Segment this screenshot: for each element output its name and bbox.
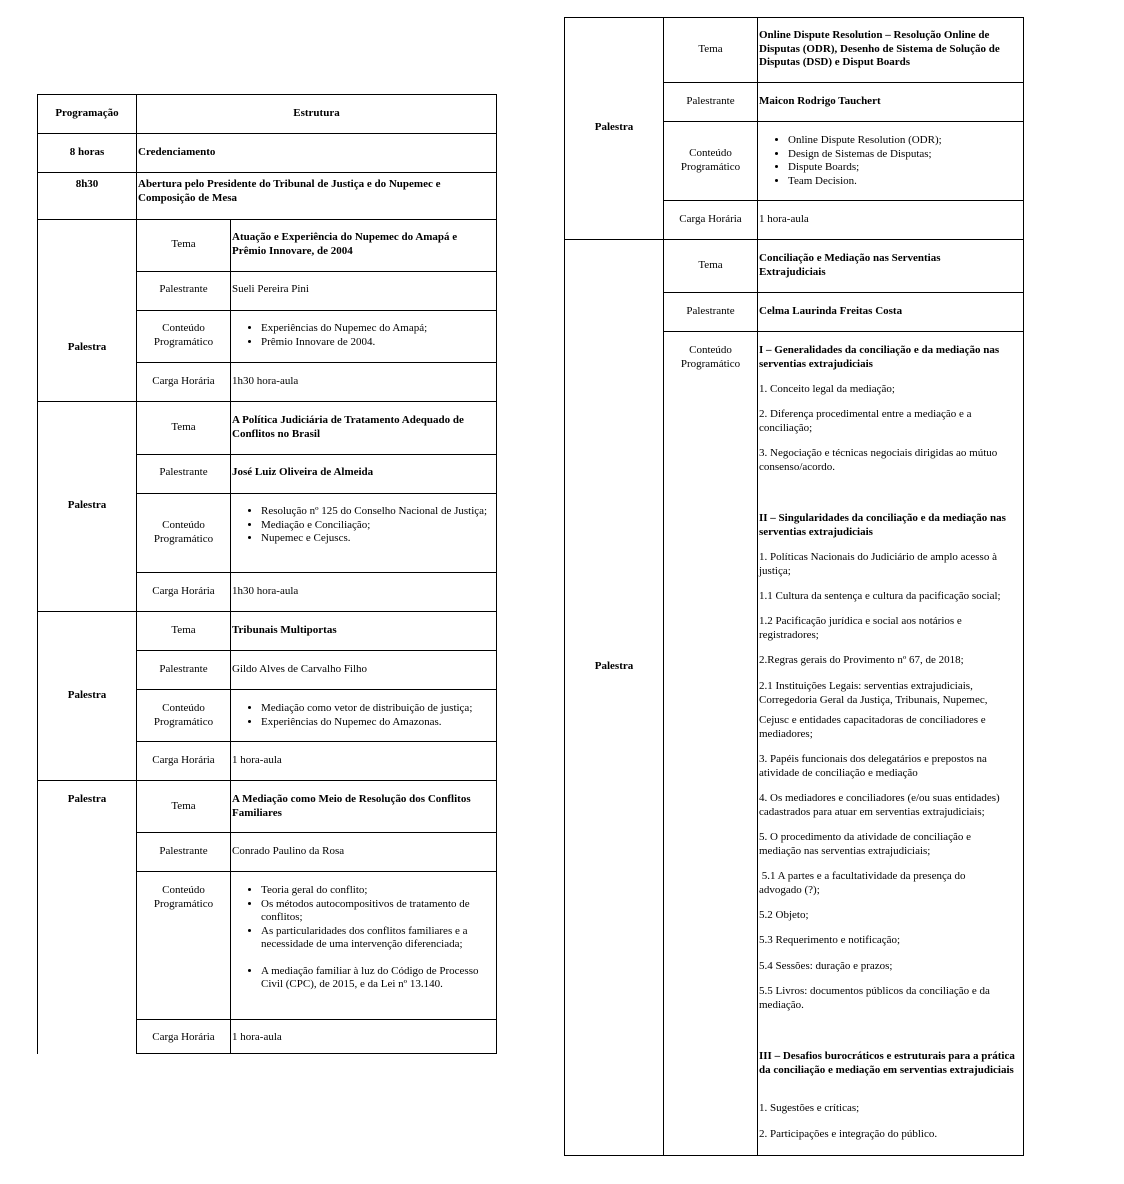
list-item: 5.5 Livros: documentos públicos da conciliação e da mediação. <box>759 985 990 1011</box>
list-item: • Mediação como vetor de distribuição de justiça; <box>261 702 495 716</box>
list-item: • Dispute Boards; <box>788 161 1020 175</box>
list-item: 2. Diferença procedimental entre a mediação e a conciliação; <box>759 408 972 434</box>
list-item: • A mediação familiar à luz do Código de Processo Civil (CPC), de 2015, e da Lei nº 13.140. <box>261 965 495 992</box>
table-line <box>37 94 38 1054</box>
list-item: 5.4 Sessões: duração e prazos; <box>759 960 893 972</box>
list-item: • Os métodos autocompositivos de tratamento de conflitos; <box>261 898 495 925</box>
table-line <box>136 650 497 651</box>
list-item: 4. Os mediadores e conciliadores (e/ou suas entidades) cadastrados para atuar em serventias extrajudiciais; <box>759 792 1000 818</box>
table-line <box>37 133 497 134</box>
list-item: 5.1 A partes e a facultatividade da presença do advogado (?); <box>759 870 969 896</box>
conteudo-list <box>231 702 495 729</box>
table-line <box>564 239 1024 240</box>
section-heading: II – Singularidades da conciliação e da mediação nas serventias extrajudiciais <box>759 512 1006 538</box>
table-line <box>37 94 497 95</box>
list-item: • Teoria geral do conflito; <box>261 884 495 898</box>
palestrante-label: Palestrante <box>686 305 735 317</box>
conteudo-list <box>758 134 1020 188</box>
carga-label: Carga Horária <box>152 375 215 387</box>
table-line <box>1023 17 1024 1156</box>
carga-value: 1h30 hora-aula <box>232 375 299 387</box>
list-item: 5. O procedimento da atividade de conciliação e mediação nas serventias extrajudiciais; <box>759 831 971 857</box>
carga-label: Carga Horária <box>679 213 742 225</box>
table-line <box>663 200 1024 201</box>
list-item: 5.3 Requerimento e notificação; <box>759 934 901 946</box>
tema-label: Tema <box>171 800 196 812</box>
tema-text: Conciliação e Mediação nas Serventias Extrajudiciais <box>759 252 941 278</box>
credenciamento: Credenciamento <box>138 146 216 158</box>
list-item: • Online Dispute Resolution (ODR); <box>788 134 1020 148</box>
table-line <box>37 611 497 612</box>
table-line <box>564 17 565 1156</box>
list-item: • As particularidades dos conflitos familiares e a necessidade de uma intervenção diferenciada; <box>261 925 495 952</box>
carga-value: 1 hora-aula <box>232 1031 282 1043</box>
palestrante-name: Celma Laurinda Freitas Costa <box>759 305 903 317</box>
carga-value: 1 hora-aula <box>759 213 809 225</box>
palestra-label: Palestra <box>594 660 634 672</box>
table-line <box>136 493 497 494</box>
table-line <box>136 871 497 872</box>
table-line <box>136 454 497 455</box>
conteudo-list <box>231 322 493 349</box>
palestrante-label: Palestrante <box>159 845 208 857</box>
palestrante-name: Sueli Pereira Pini <box>232 283 309 295</box>
palestrante-label: Palestrante <box>686 95 735 107</box>
table-line <box>136 1053 497 1054</box>
list-item: • Resolução nº 125 do Conselho Nacional de Justiça; <box>261 505 493 519</box>
table-line <box>37 401 497 402</box>
tema-text: Online Dispute Resolution – Resolução Online de Disputas (ODR), Desenho de Sistema de Solução de Disputas (DSD) e Disput Boards <box>759 29 1000 68</box>
table-line <box>496 94 497 1054</box>
palestra-label: Palestra <box>67 793 107 805</box>
table-line <box>136 689 497 690</box>
palestrante-name: Maicon Rodrigo Tauchert <box>759 95 881 107</box>
conteudo-label: Conteúdo Programático <box>680 344 741 370</box>
conteudo-label: Conteúdo Programático <box>153 519 214 545</box>
list-item: • Experiências do Nupemec do Amapá; <box>261 322 493 336</box>
tema-text: A Mediação como Meio de Resolução dos Conflitos Familiares <box>232 793 471 819</box>
list-item: 1.1 Cultura da sentença e cultura da pacificação social; <box>759 590 1001 602</box>
list-item: 5.2 Objeto; <box>759 909 809 921</box>
carga-label: Carga Horária <box>152 585 215 597</box>
conteudo-label: Conteúdo Programático <box>153 322 214 348</box>
time-8h30: 8h30 <box>75 178 99 190</box>
carga-label: Carga Horária <box>152 1031 215 1043</box>
tema-label: Tema <box>698 43 723 55</box>
conteudo-list <box>231 884 495 992</box>
abertura: Abertura pelo Presidente do Tribunal de Justiça e do Nupemec e Composição de Mesa <box>138 178 441 204</box>
table-line <box>37 219 497 220</box>
table-line <box>37 172 497 173</box>
palestra-label: Palestra <box>67 499 107 511</box>
section-heading: III – Desafios burocráticos e estruturais para a prática da conciliação e mediação em serventias extrajudiciais <box>759 1050 1015 1076</box>
conteudo-label: Conteúdo Programático <box>153 702 214 728</box>
list-item: 3. Papéis funcionais dos delegatários e prepostos na atividade de conciliação e mediação <box>759 753 987 779</box>
tema-text: A Política Judiciária de Tratamento Adequado de Conflitos no Brasil <box>232 414 464 440</box>
tema-label: Tema <box>698 259 723 271</box>
conteudo-label: Conteúdo Programático <box>680 147 741 173</box>
header-programacao: Programação <box>55 107 119 119</box>
table-line <box>663 17 664 1156</box>
tema-label: Tema <box>171 238 196 250</box>
time-8h: 8 horas <box>69 146 105 158</box>
table-line <box>663 292 1024 293</box>
list-item: Cejusc e entidades capacitadoras de conciliadores e mediadores; <box>759 714 986 740</box>
list-item: 3. Negociação e técnicas negociais dirigidas ao mútuo consenso/acordo. <box>759 447 998 473</box>
list-item: 2.1 Instituições Legais: serventias extrajudiciais, Corregedoria Geral da Justiça, Tribunais, Nupemec, <box>759 680 988 706</box>
tema-label: Tema <box>171 421 196 433</box>
palestra-label: Palestra <box>67 341 107 353</box>
table-line <box>136 310 497 311</box>
table-line <box>564 17 1024 18</box>
palestrante-name: Gildo Alves de Carvalho Filho <box>232 663 368 675</box>
list-item: • Team Decision. <box>788 175 1020 189</box>
table-line <box>136 572 497 573</box>
table-line <box>663 331 1024 332</box>
tema-label: Tema <box>171 624 196 636</box>
conteudo-label: Conteúdo Programático <box>153 884 214 910</box>
table-line <box>136 362 497 363</box>
header-estrutura: Estrutura <box>293 107 340 119</box>
carga-value: 1h30 hora-aula <box>232 585 299 597</box>
list-item: • Design de Sistemas de Disputas; <box>788 148 1020 162</box>
table-line <box>37 780 497 781</box>
list-item: • Mediação e Conciliação; <box>261 519 493 533</box>
list-item: 1.2 Pacificação jurídica e social aos notários e registradores; <box>759 615 962 641</box>
table-line <box>564 1155 1024 1156</box>
tema-text: Tribunais Multiportas <box>232 624 337 636</box>
table-line <box>136 832 497 833</box>
table-line <box>663 82 1024 83</box>
palestra-label: Palestra <box>67 689 107 701</box>
tema-text: Atuação e Experiência do Nupemec do Amapá e Prêmio Innovare, de 2004 <box>232 231 458 257</box>
list-item: 2. Participações e integração do público. <box>759 1128 938 1140</box>
table-line <box>663 121 1024 122</box>
list-item: • Experiências do Nupemec do Amazonas. <box>261 716 495 730</box>
table-line <box>136 271 497 272</box>
palestrante-label: Palestrante <box>159 283 208 295</box>
carga-value: 1 hora-aula <box>232 754 282 766</box>
palestrante-name: Conrado Paulino da Rosa <box>232 845 345 857</box>
table-line <box>136 1019 497 1020</box>
palestra-label: Palestra <box>594 121 634 133</box>
palestrante-name: José Luiz Oliveira de Almeida <box>232 466 374 478</box>
conteudo-list <box>231 505 493 546</box>
table-line <box>136 741 497 742</box>
list-item: 1. Políticas Nacionais do Judiciário de amplo acesso à justiça; <box>759 551 997 577</box>
list-item: 1. Sugestões e críticas; <box>759 1102 860 1114</box>
list-item: 1. Conceito legal da mediação; <box>759 383 895 395</box>
list-item: 2.Regras gerais do Provimento nº 67, de 2018; <box>759 654 964 666</box>
palestrante-label: Palestrante <box>159 663 208 675</box>
carga-label: Carga Horária <box>152 754 215 766</box>
section-heading: I – Generalidades da conciliação e da mediação nas serventias extrajudiciais <box>759 344 1000 370</box>
list-item: • Prêmio Innovare de 2004. <box>261 336 493 350</box>
palestrante-label: Palestrante <box>159 466 208 478</box>
list-item: • Nupemec e Cejuscs. <box>261 532 493 546</box>
